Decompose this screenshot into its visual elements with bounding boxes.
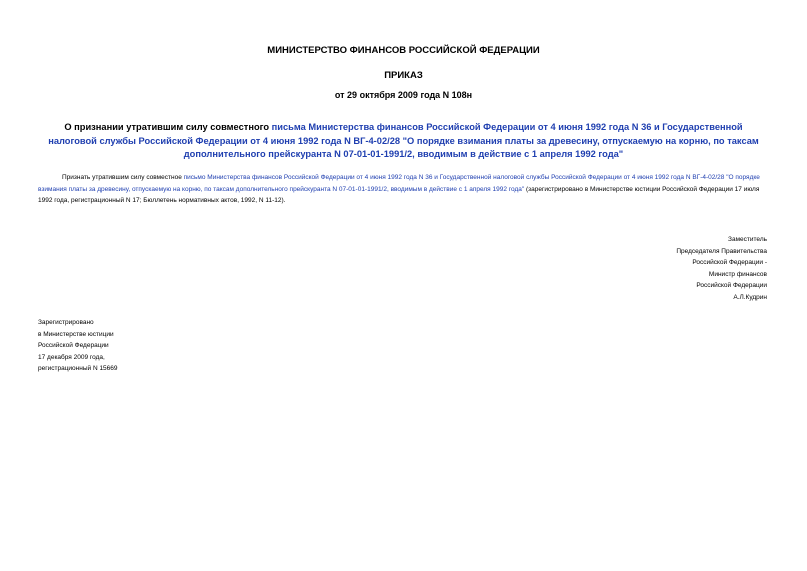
signatory-name: А.Л.Кудрин bbox=[733, 293, 767, 301]
registration-line: 17 декабря 2009 года, bbox=[38, 353, 105, 361]
registration-line: в Министерстве юстиции bbox=[38, 330, 114, 338]
body-paragraph bbox=[38, 172, 770, 207]
signature-block bbox=[567, 234, 767, 303]
signature-line: Министр финансов bbox=[708, 270, 767, 278]
title-prefix: О признании утратившим силу совместного bbox=[64, 122, 272, 132]
title-letter-link[interactable]: письма Министерства финансов Российской Федерации от 4 июня 1992 года N 36 и Государственной налоговой службы Российской Федерации от 4 июня 1992 года N ВГ-4-02/28 "О порядке взимания платы за древесину, отпускаемую на корню, по таксам дополнительного прейскуранта N 07-01-01-1991/2, вводимым в действие с 1 апреля 1992 года" bbox=[48, 122, 759, 159]
document-type-heading: ПРИКАЗ bbox=[384, 70, 423, 81]
body-prefix: Признать утратившим силу совместное bbox=[62, 174, 184, 181]
document-date-number: от 29 октября 2009 года N 108н bbox=[334, 90, 473, 100]
signature-line: Заместитель bbox=[728, 236, 767, 243]
registration-line: Зарегистрировано bbox=[38, 319, 94, 326]
signature-line: Председателя Правительства bbox=[676, 247, 767, 255]
body-letter-link[interactable]: письмо Министерства финансов Российской Федерации от 4 июня 1992 года N 36 и Государственной налоговой службы Российской Федерации от 4 июня 1992 года N ВГ-4-02/28 "О порядке взимания платы за древесину, отпускаемую на корню, по таксам дополнительного прейскуранта N 07-01-01-1991/2, вводимым в действие с 1 апреля 1992 года" bbox=[38, 174, 760, 193]
registration-block bbox=[38, 317, 288, 375]
registration-line: Российской Федерации bbox=[38, 342, 109, 349]
body-suffix: (зарегистрировано в Министерстве юстиции Российской Федерации 17 июля 1992 года, регистрационный N 17; Бюллетень нормативных актов, 1992, N 11-12). bbox=[38, 185, 760, 204]
signature-line: Российской Федерации bbox=[696, 282, 767, 289]
signature-line: Российской Федерации - bbox=[692, 259, 767, 266]
document-title bbox=[40, 121, 767, 162]
registration-line: регистрационный N 15669 bbox=[38, 365, 118, 372]
ministry-heading: МИНИСТЕРСТВО ФИНАНСОВ РОССИЙСКОЙ ФЕДЕРАЦИИ bbox=[267, 45, 540, 56]
